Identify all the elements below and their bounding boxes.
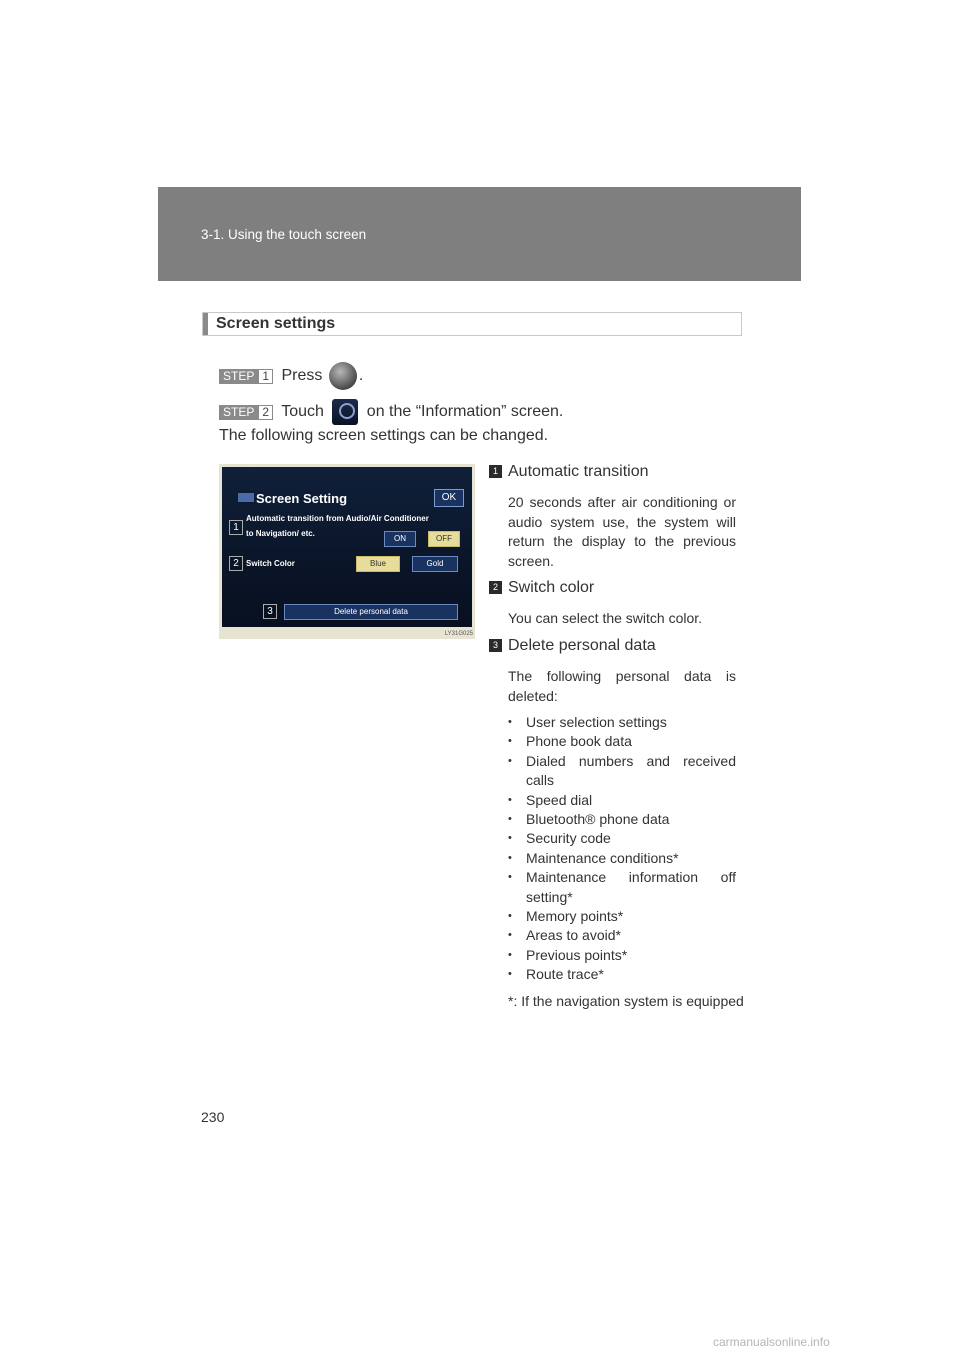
switch-color-label: Switch Color — [246, 559, 295, 568]
intro-text: The following screen settings can be changed. — [219, 427, 549, 444]
item-3-text: The following personal data is deleted: — [508, 668, 736, 704]
list-item: • Phone book data — [508, 732, 736, 751]
section-label: 3-1. Using the touch screen — [201, 227, 367, 242]
step-badge: STEP 1 — [219, 369, 273, 384]
screen-setting-icon — [332, 399, 358, 425]
watermark: carmanualsonline.info — [713, 1335, 830, 1349]
step-2-text-after: on the “Information” screen. — [366, 403, 564, 421]
list-item: • Speed dial — [508, 791, 736, 810]
list-item: • Previous points* — [508, 946, 736, 965]
list-item: • Areas to avoid* — [508, 926, 736, 945]
section-heading-bar — [203, 313, 208, 335]
screen-setting-screenshot — [219, 464, 475, 639]
auto-transition-label-2: to Navigation/ etc. — [246, 529, 315, 538]
row-number-2: 2 — [229, 556, 243, 571]
item-3-title: Delete personal data — [508, 637, 656, 654]
step-badge: STEP 2 — [219, 405, 273, 420]
item-2-title: Switch color — [508, 579, 595, 596]
image-reference: LY31G025 — [444, 631, 473, 637]
screenshot-title: Screen Setting — [256, 491, 348, 506]
gold-button: Gold — [412, 556, 458, 572]
step-1-text-before: Press — [281, 367, 323, 385]
number-badge-icon: 2 — [489, 581, 502, 594]
ok-button: OK — [434, 489, 464, 507]
delete-personal-data-button: Delete personal data — [284, 604, 458, 620]
list-item: • User selection settings — [508, 713, 736, 732]
item-1-text: 20 seconds after air conditioning or audio system use, the system will return the display to the previous screen. — [508, 494, 736, 569]
step-2 — [219, 399, 563, 425]
list-item: • Dialed numbers and received calls — [508, 752, 736, 791]
screen-title-icon — [238, 493, 254, 502]
step-2-text-before: Touch — [281, 403, 324, 421]
on-button: ON — [384, 531, 416, 547]
info-button-icon — [329, 362, 357, 390]
page-number: 230 — [201, 1109, 225, 1125]
list-item: • Route trace* — [508, 965, 736, 984]
list-item: • Memory points* — [508, 907, 736, 926]
section-heading — [202, 312, 742, 336]
list-item: • Maintenance information off setting* — [508, 868, 736, 907]
row-number-1: 1 — [229, 520, 243, 535]
list-item: • Security code — [508, 829, 736, 848]
auto-transition-label-1: Automatic transition from Audio/Air Conditioner — [246, 514, 429, 523]
item-2-heading — [489, 579, 594, 597]
screenshot-display — [222, 467, 472, 627]
step-1-text-after: . — [358, 367, 364, 385]
list-item: • Maintenance conditions* — [508, 849, 736, 868]
item-3-heading — [489, 637, 656, 655]
step-1 — [219, 362, 363, 390]
row-number-3: 3 — [263, 604, 277, 619]
list-item: • Bluetooth® phone data — [508, 810, 736, 829]
number-badge-icon: 1 — [489, 465, 502, 478]
item-1-heading — [489, 463, 649, 481]
item-1-title: Automatic transition — [508, 463, 649, 480]
number-badge-icon: 3 — [489, 639, 502, 652]
off-button: OFF — [428, 531, 460, 547]
section-title: Screen settings — [216, 315, 336, 332]
footnote: *: If the navigation system is equipped — [508, 993, 744, 1009]
blue-button: Blue — [356, 556, 400, 572]
header-band — [158, 187, 801, 281]
item-2-text: You can select the switch color. — [508, 610, 703, 626]
deleted-data-list — [508, 713, 736, 985]
